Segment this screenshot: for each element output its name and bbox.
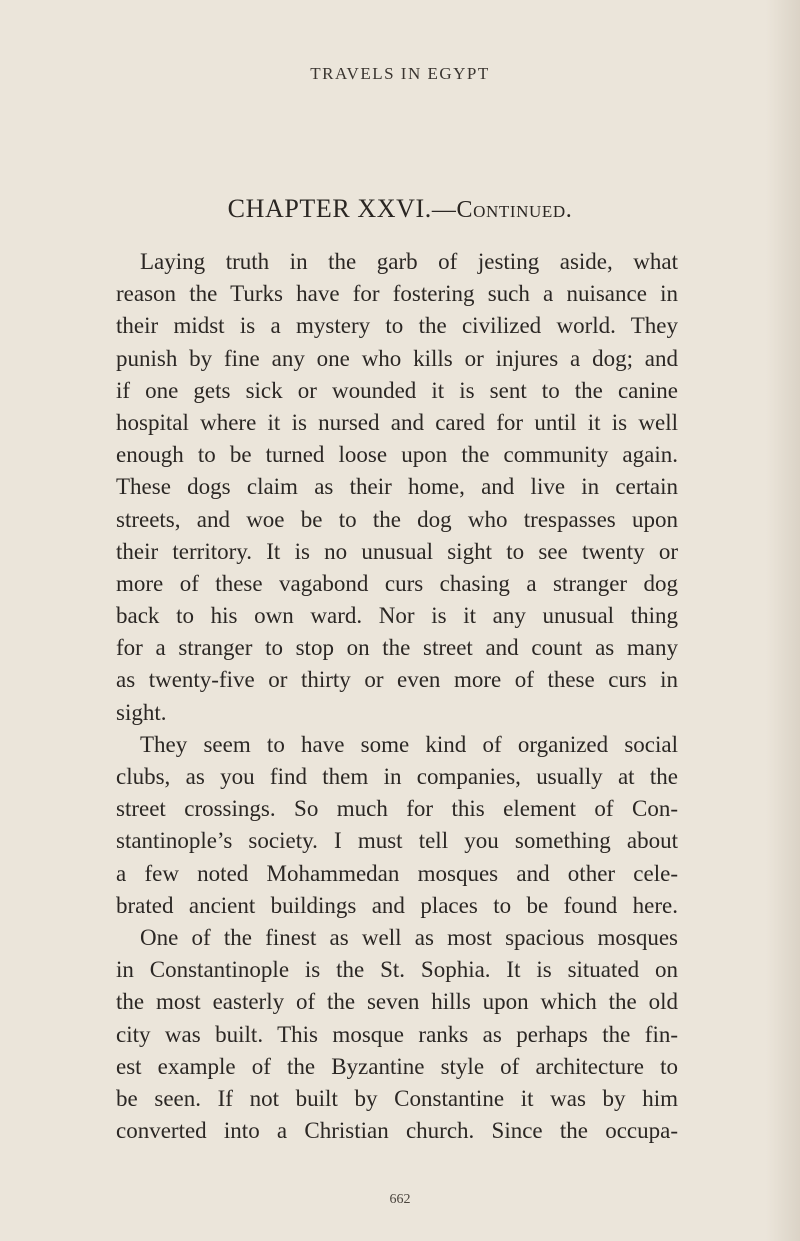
text-line: for a stranger to stop on the street and count as many	[116, 635, 678, 661]
text-line: Laying truth in the garb of jesting aside, what	[140, 249, 678, 274]
chapter-heading	[0, 194, 800, 224]
text-line: These dogs claim as their home, and live in certain	[116, 474, 678, 500]
text-line: They seem to have some kind of organized social	[140, 731, 678, 757]
text-line: if one gets sick or wounded it is sent to the canine	[116, 377, 678, 403]
text-line: hospital where it is nursed and cared for until it is well	[116, 409, 678, 435]
chapter-continued: —Continued.	[431, 197, 573, 223]
text-line: in Constantinople is the St. Sophia. It is situated on	[116, 957, 678, 983]
body-text	[116, 246, 678, 1147]
page-number: 662	[389, 1192, 411, 1207]
text-line: back to his own ward. Nor is it any unusual thing	[116, 603, 678, 629]
text-line: enough to be turned loose upon the community again.	[116, 442, 678, 468]
text-line: est example of the Byzantine style of architecture to	[116, 1053, 678, 1079]
text-line: a few noted Mohammedan mosques and other cele-	[116, 860, 678, 886]
running-head: TRAVELS IN EGYPT	[310, 64, 490, 83]
text-line: more of these vagabond curs chasing a stranger dog	[116, 570, 678, 596]
text-line: be seen. If not built by Constantine it was by him	[116, 1085, 678, 1111]
text-line: streets, and woe be to the dog who trespasses upon	[116, 506, 678, 532]
page-edge-shadow	[766, 0, 800, 1241]
text-line: the most easterly of the seven hills upon which the old	[116, 989, 678, 1015]
text-line: punish by fine any one who kills or injures a dog; and	[116, 345, 678, 371]
chapter-label: CHAPTER XXVI.	[227, 194, 432, 223]
text-line: One of the finest as well as most spacious mosques	[140, 924, 678, 950]
text-line: their territory. It is no unusual sight to see twenty or	[116, 538, 678, 564]
text-line: as twenty-five or thirty or even more of these curs in	[116, 667, 678, 693]
text-line: city was built. This mosque ranks as perhaps the fin-	[116, 1021, 678, 1047]
text-line: converted into a Christian church. Since the occupa-	[116, 1118, 678, 1144]
text-line: sight.	[116, 699, 167, 725]
text-line: street crossings. So much for this element of Con-	[116, 796, 678, 822]
text-line: brated ancient buildings and places to be found here.	[116, 892, 678, 918]
text-line: their midst is a mystery to the civilized world. They	[116, 313, 678, 339]
text-line: clubs, as you find them in companies, usually at the	[116, 764, 678, 789]
text-line: reason the Turks have for fostering such a nuisance in	[116, 281, 678, 307]
text-line: stantinople’s society. I must tell you something about	[116, 828, 678, 854]
